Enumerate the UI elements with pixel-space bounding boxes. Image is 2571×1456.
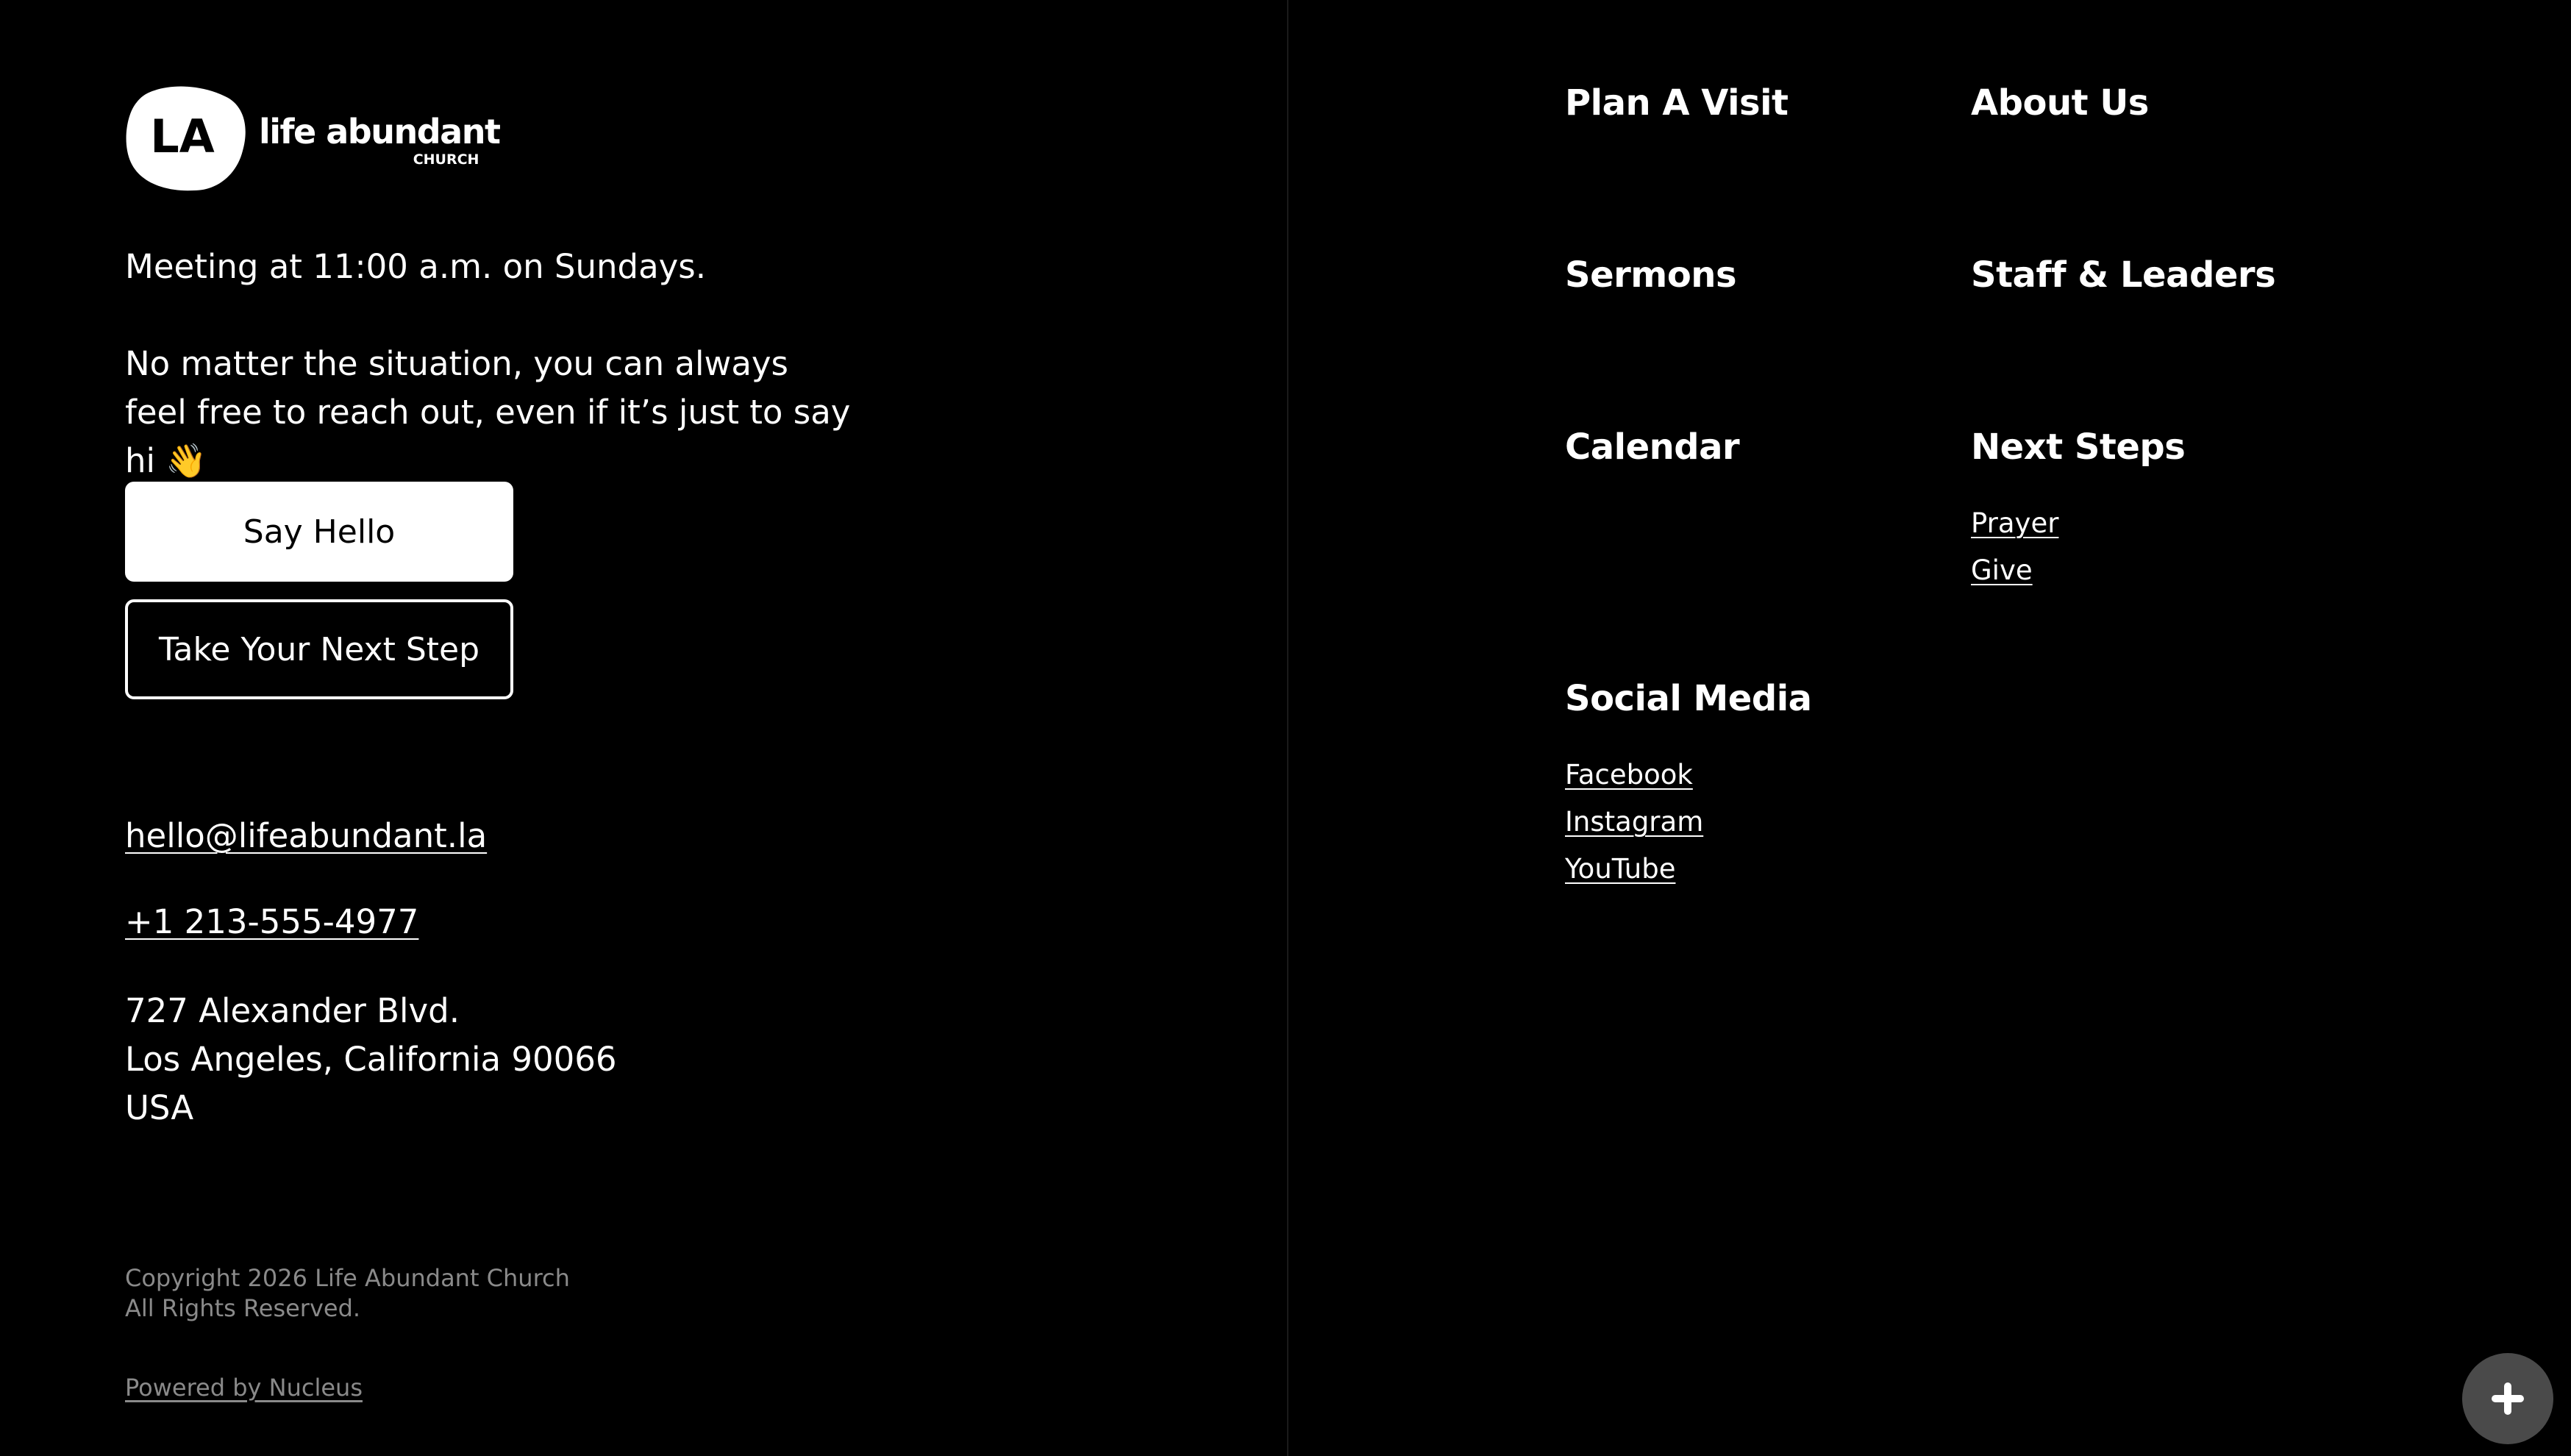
address-line-1: 727 Alexander Blvd. bbox=[125, 991, 460, 1030]
email-link[interactable]: hello@lifeabundant.la bbox=[125, 816, 488, 855]
address bbox=[125, 987, 617, 1132]
nav-staff-leaders[interactable]: Staff & Leaders bbox=[1971, 254, 2276, 296]
address-line-3: USA bbox=[125, 1088, 194, 1127]
next-step-button[interactable]: Take Your Next Step bbox=[125, 599, 513, 699]
nav-next-steps[interactable]: Next Steps bbox=[1971, 427, 2186, 468]
reach-out-text: No matter the situation, you can always feel free to reach out, even if it’s just to say hi 👋 bbox=[125, 344, 851, 480]
nav-give-link[interactable]: Give bbox=[1971, 554, 2033, 586]
nav-about-us[interactable]: About Us bbox=[1971, 82, 2149, 124]
logo-mark-icon bbox=[125, 85, 247, 192]
nav-plan-a-visit[interactable]: Plan A Visit bbox=[1565, 82, 1789, 124]
powered-by-link[interactable]: Powered by Nucleus bbox=[125, 1374, 363, 1402]
nav-prayer-link[interactable]: Prayer bbox=[1971, 507, 2059, 539]
social-media-heading: Social Media bbox=[1565, 678, 1812, 719]
meeting-time: Meeting at 11:00 a.m. on Sundays. bbox=[125, 247, 707, 286]
nav-sermons[interactable]: Sermons bbox=[1565, 254, 1737, 296]
say-hello-button[interactable]: Say Hello bbox=[125, 482, 513, 582]
copyright-line-2: All Rights Reserved. bbox=[125, 1294, 361, 1322]
address-line-2: Los Angeles, California 90066 bbox=[125, 1040, 617, 1079]
logo-mark-text: LA bbox=[150, 110, 215, 163]
instagram-link[interactable]: Instagram bbox=[1565, 806, 1704, 838]
nav-calendar[interactable]: Calendar bbox=[1565, 427, 1740, 468]
youtube-link[interactable]: YouTube bbox=[1565, 853, 1676, 885]
copyright bbox=[125, 1263, 570, 1324]
phone-link[interactable]: +1 213-555-4977 bbox=[125, 902, 419, 941]
facebook-link[interactable]: Facebook bbox=[1565, 759, 1693, 791]
copyright-line-1: Copyright 2026 Life Abundant Church bbox=[125, 1264, 570, 1292]
church-logo[interactable] bbox=[125, 85, 499, 192]
logo-name: life abundant bbox=[259, 111, 500, 151]
logo-subtitle: CHURCH bbox=[413, 151, 479, 168]
plus-icon bbox=[2489, 1380, 2527, 1418]
column-divider bbox=[1287, 0, 1288, 1456]
add-button[interactable] bbox=[2462, 1353, 2553, 1444]
